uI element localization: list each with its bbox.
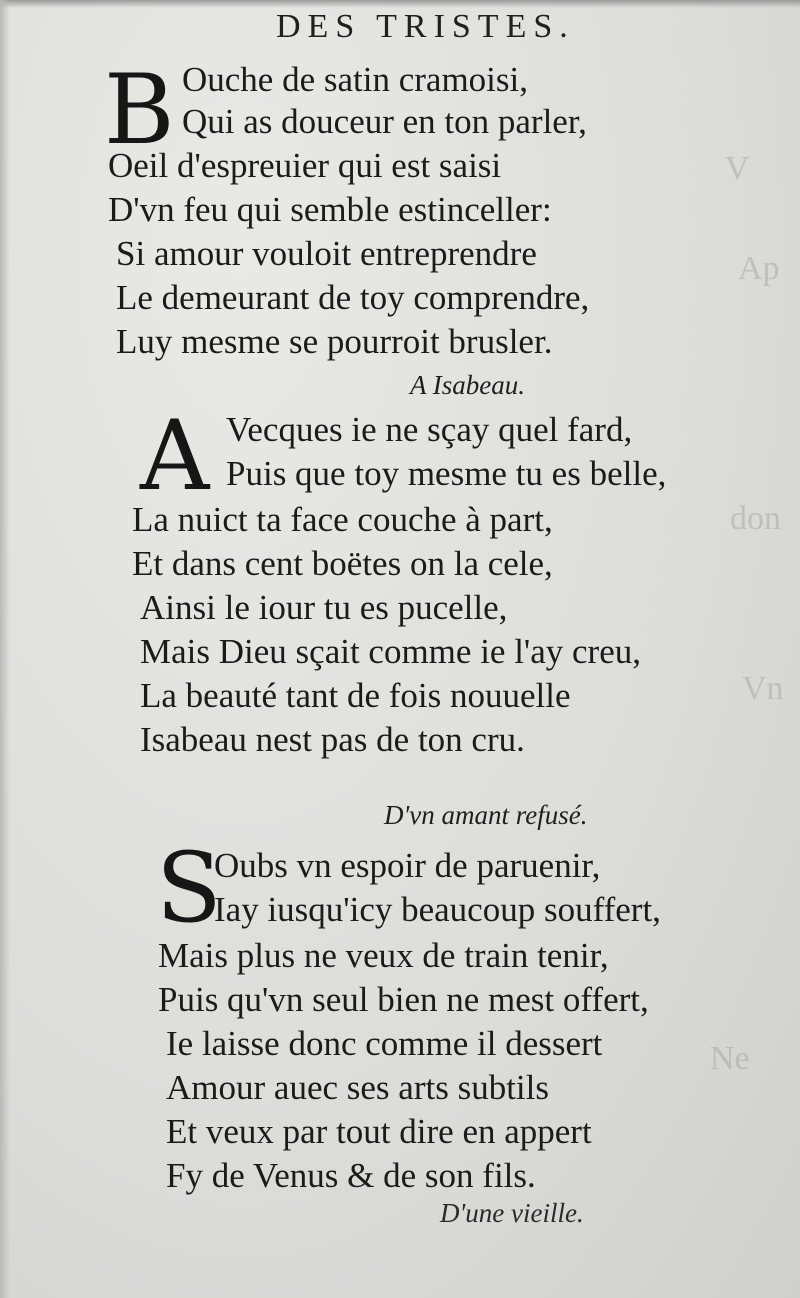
verse-line: Amour auec ses arts subtils [166, 1068, 549, 1107]
show-through-text: Ne [710, 1040, 750, 1077]
verse-line: Ainsi le iour tu es pucelle, [140, 588, 508, 627]
page-top-shadow [0, 0, 800, 8]
verse-line: Iay iusqu'icy beaucoup souffert, [214, 890, 661, 929]
poem-title: A Isabeau. [410, 370, 525, 400]
verse-line: Fy de Venus & de son fils. [166, 1156, 536, 1195]
page-gutter-shadow [0, 0, 10, 1298]
verse-line: Oeil d'espreuier qui est saisi [108, 146, 502, 185]
show-through-text: Ap [738, 250, 780, 287]
drop-cap: S [156, 832, 222, 944]
verse-line: Ie laisse donc comme il dessert [166, 1024, 603, 1063]
verse-line: La beauté tant de fois nouuelle [140, 676, 571, 715]
verse-line: Qui as douceur en ton parler, [182, 102, 587, 141]
verse-line: La nuict ta face couche à part, [132, 500, 553, 539]
verse-line: Oubs vn espoir de paruenir, [214, 846, 601, 885]
verse-line: Si amour vouloit entreprendre [116, 234, 537, 273]
drop-cap: A [140, 400, 210, 512]
verse-line: Luy mesme se pourroit brusler. [116, 322, 553, 361]
verse-line: Puis que toy mesme tu es belle, [226, 454, 667, 493]
verse-line: Puis qu'vn seul bien ne mest offert, [158, 980, 649, 1019]
poem-title: D'vn amant refusé. [384, 800, 588, 830]
verse-line: Et veux par tout dire en appert [166, 1112, 592, 1151]
verse-line: D'vn feu qui semble estinceller: [108, 190, 552, 229]
drop-cap: B [104, 54, 175, 166]
running-head: DES TRISTES. [276, 8, 575, 45]
show-through-text: V [725, 150, 750, 187]
verse-line: Mais Dieu sçait comme ie l'ay creu, [140, 632, 641, 671]
verse-line: Vecques ie ne sçay quel fard, [226, 410, 633, 449]
verse-line: Et dans cent boëtes on la cele, [132, 544, 553, 583]
catchword: D'une vieille. [440, 1198, 584, 1228]
verse-line: Le demeurant de toy comprendre, [116, 278, 590, 317]
verse-line: Ouche de satin cramoisi, [182, 60, 529, 99]
verse-line: Mais plus ne veux de train tenir, [158, 936, 609, 975]
verse-line: Isabeau nest pas de ton cru. [140, 720, 525, 759]
show-through-text: don [730, 500, 781, 537]
show-through-text: Vn [742, 670, 784, 707]
